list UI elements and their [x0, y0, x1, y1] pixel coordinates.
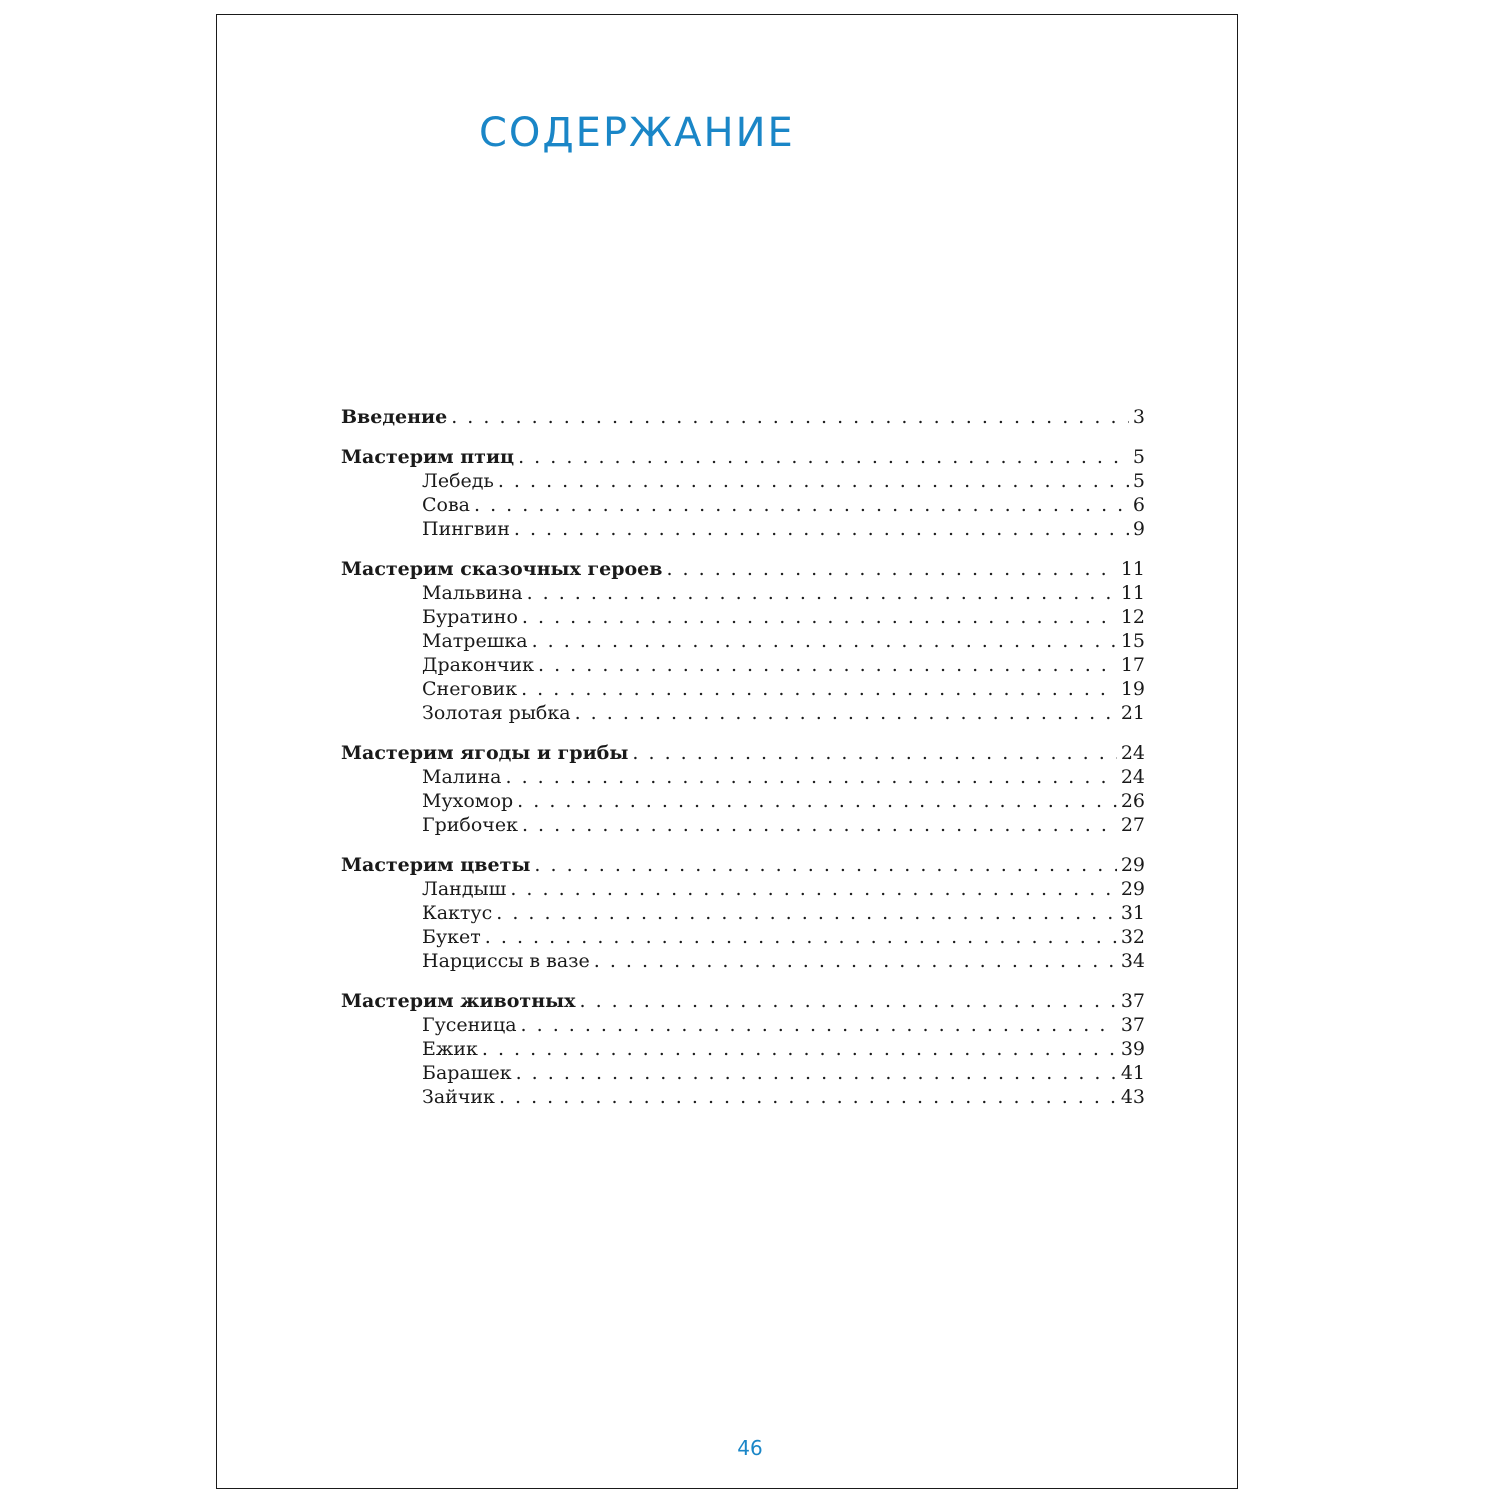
toc-entry-page: 15	[1120, 630, 1145, 652]
dot-leader	[518, 445, 1129, 469]
toc-section-heading-label: Мастерим цветы	[341, 854, 531, 876]
toc-entry-label: Ландыш	[422, 878, 507, 900]
dot-leader	[579, 989, 1116, 1013]
toc-entry-label: Гусеница	[422, 1014, 517, 1036]
page-number: 46	[737, 1436, 763, 1460]
table-of-contents	[341, 405, 1145, 1125]
toc-section-heading[interactable]	[341, 445, 1145, 469]
dot-leader	[532, 629, 1117, 653]
toc-entry-page: 21	[1120, 702, 1145, 724]
toc-entry[interactable]	[341, 949, 1145, 973]
dot-leader	[534, 853, 1116, 877]
toc-section-heading-page: 11	[1120, 558, 1145, 580]
toc-section-heading[interactable]	[341, 741, 1145, 765]
toc-entry-page: 31	[1120, 902, 1145, 924]
dot-leader	[514, 517, 1129, 541]
toc-entry-label: Дракончик	[422, 654, 535, 676]
toc-entry[interactable]	[341, 629, 1145, 653]
toc-entry-page: 37	[1120, 1014, 1145, 1036]
dot-leader	[516, 1061, 1117, 1085]
dot-leader	[594, 949, 1117, 973]
page-title: СОДЕРЖАНИЕ	[479, 110, 795, 156]
dot-leader	[485, 925, 1117, 949]
toc-entry-page: 34	[1120, 950, 1145, 972]
dot-leader	[521, 677, 1117, 701]
toc-entry-label: Золотая рыбка	[422, 702, 571, 724]
toc-entry[interactable]	[341, 677, 1145, 701]
toc-entry-page: 29	[1120, 878, 1145, 900]
toc-entry-label: Пингвин	[422, 518, 510, 540]
dot-leader	[521, 1013, 1117, 1037]
toc-section-heading[interactable]	[341, 557, 1145, 581]
toc-entry[interactable]	[341, 877, 1145, 901]
dot-leader	[522, 605, 1117, 629]
toc-entry-label: Барашек	[422, 1062, 512, 1084]
toc-section-heading-page: 29	[1120, 854, 1145, 876]
dot-leader	[517, 789, 1117, 813]
dot-leader	[506, 765, 1117, 789]
dot-leader	[499, 1085, 1117, 1109]
toc-entry-label: Мальвина	[422, 582, 523, 604]
toc-section-heading-page: 24	[1120, 742, 1145, 764]
toc-section-heading-page: 37	[1120, 990, 1145, 1012]
toc-entry-page: 43	[1120, 1086, 1145, 1108]
toc-entry-page: 9	[1132, 518, 1145, 540]
dot-leader	[474, 493, 1129, 517]
dot-leader	[451, 405, 1129, 429]
toc-entry[interactable]	[341, 517, 1145, 541]
dot-leader	[666, 557, 1116, 581]
dot-leader	[482, 1037, 1117, 1061]
toc-entry[interactable]	[341, 605, 1145, 629]
toc-entry[interactable]	[341, 789, 1145, 813]
dot-leader	[538, 653, 1117, 677]
toc-entry-label: Нарциссы в вазе	[422, 950, 590, 972]
toc-entry-page: 41	[1120, 1062, 1145, 1084]
toc-entry-label: Кактус	[422, 902, 493, 924]
toc-section	[341, 741, 1145, 837]
toc-section-heading-label: Мастерим сказочных героев	[341, 558, 663, 580]
toc-entry-page: 11	[1120, 582, 1145, 604]
toc-entry-label: Сова	[422, 494, 471, 516]
toc-section-heading-page: 3	[1132, 406, 1145, 428]
toc-entry-page: 26	[1120, 790, 1145, 812]
dot-leader	[510, 877, 1116, 901]
toc-entry[interactable]	[341, 1037, 1145, 1061]
toc-entry-page: 24	[1120, 766, 1145, 788]
toc-entry[interactable]	[341, 581, 1145, 605]
toc-section	[341, 405, 1145, 429]
toc-entry-label: Букет	[422, 926, 481, 948]
dot-leader	[522, 813, 1117, 837]
toc-entry[interactable]	[341, 469, 1145, 493]
toc-entry[interactable]	[341, 1085, 1145, 1109]
toc-section	[341, 557, 1145, 725]
toc-entry-label: Малина	[422, 766, 502, 788]
toc-entry[interactable]	[341, 765, 1145, 789]
toc-entry-page: 5	[1132, 470, 1145, 492]
toc-entry-label: Снеговик	[422, 678, 518, 700]
toc-entry-label: Грибочек	[422, 814, 518, 836]
toc-section-heading[interactable]	[341, 989, 1145, 1013]
toc-entry-page: 32	[1120, 926, 1145, 948]
toc-entry-label: Ежик	[422, 1038, 478, 1060]
dot-leader	[527, 581, 1117, 605]
toc-entry[interactable]	[341, 701, 1145, 725]
dot-leader	[632, 741, 1116, 765]
toc-section	[341, 989, 1145, 1109]
toc-entry[interactable]	[341, 493, 1145, 517]
toc-section-heading[interactable]	[341, 405, 1145, 429]
toc-entry[interactable]	[341, 653, 1145, 677]
toc-section-heading-label: Мастерим ягоды и грибы	[341, 742, 629, 764]
toc-section	[341, 445, 1145, 541]
toc-entry-page: 12	[1120, 606, 1145, 628]
toc-entry[interactable]	[341, 925, 1145, 949]
toc-entry-page: 17	[1120, 654, 1145, 676]
toc-section-heading-page: 5	[1132, 446, 1145, 468]
toc-entry-label: Матрешка	[422, 630, 528, 652]
toc-entry[interactable]	[341, 1061, 1145, 1085]
dot-leader	[498, 469, 1129, 493]
toc-entry-label: Буратино	[422, 606, 518, 628]
toc-section-heading-label: Мастерим животных	[341, 990, 576, 1012]
toc-entry-label: Зайчик	[422, 1086, 495, 1108]
toc-entry[interactable]	[341, 1013, 1145, 1037]
toc-entry-page: 19	[1120, 678, 1145, 700]
toc-entry-label: Лебедь	[422, 470, 494, 492]
toc-entry[interactable]	[341, 901, 1145, 925]
toc-entry-label: Мухомор	[422, 790, 514, 812]
dot-leader	[575, 701, 1117, 725]
toc-section-heading-label: Мастерим птиц	[341, 446, 515, 468]
toc-section-heading[interactable]	[341, 853, 1145, 877]
toc-entry-page: 27	[1120, 814, 1145, 836]
toc-section-heading-label: Введение	[341, 406, 448, 428]
toc-entry[interactable]	[341, 813, 1145, 837]
toc-entry-page: 6	[1132, 494, 1145, 516]
toc-entry-page: 39	[1120, 1038, 1145, 1060]
dot-leader	[496, 901, 1117, 925]
toc-section	[341, 853, 1145, 973]
